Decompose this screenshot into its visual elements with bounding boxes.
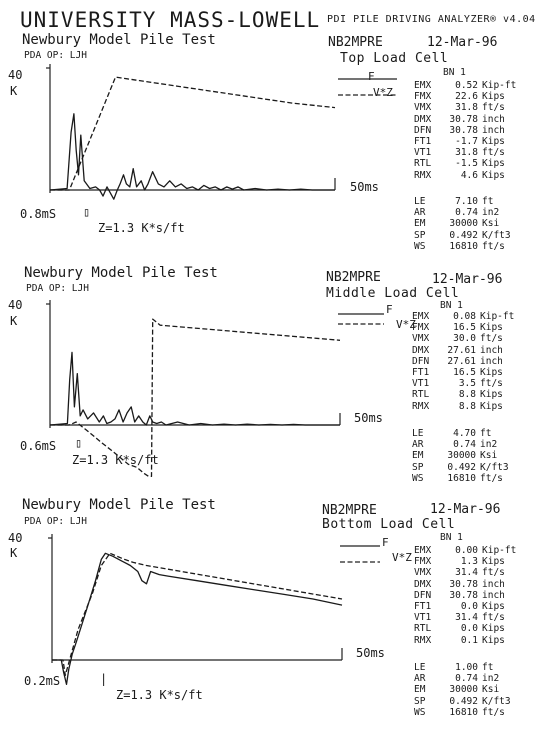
operator-label: PDA OP: LJH: [24, 516, 87, 527]
property-row: WS 16810 ft/s: [412, 472, 503, 484]
stat-row: VT1 3.5 ft/s: [412, 378, 503, 390]
panel-title: Newbury Model Pile Test: [24, 265, 218, 281]
y-axis-max-label: 40: [8, 298, 23, 312]
panel-title: Newbury Model Pile Test: [22, 497, 216, 513]
load-cell-location: Middle Load Cell: [326, 286, 460, 301]
property-row: AR 0.74 in2: [414, 673, 500, 685]
property-row: EM 30000 Ksi: [414, 218, 500, 230]
blow-number: BN 1: [443, 67, 466, 78]
property-row: EM 30000 Ksi: [412, 450, 498, 462]
test-date: 12-Mar-96: [430, 502, 501, 517]
load-cell-location: Top Load Cell: [340, 51, 449, 66]
chart-3: [48, 534, 380, 684]
panel-title: Newbury Model Pile Test: [22, 32, 216, 48]
legend-vz-label: V*Z: [396, 318, 416, 331]
property-row: EM 30000 Ksi: [414, 684, 500, 696]
blow-number: BN 1: [440, 300, 463, 311]
force-trace: [50, 114, 335, 199]
legend-f-label: F: [368, 70, 375, 83]
stat-row: FMX 22.6 Kips: [414, 91, 505, 103]
chart-2: [46, 300, 384, 476]
pile-id: NB2MPRE: [328, 35, 383, 50]
velocity-impedance-trace: [50, 77, 335, 190]
property-row: LE 1.00 ft: [414, 662, 494, 673]
blow-number: BN 1: [440, 532, 463, 543]
time-span-label: 50ms: [354, 411, 383, 425]
stat-row: DFN 27.61 inch: [412, 355, 503, 367]
pile-id: NB2MPRE: [326, 270, 381, 285]
time-marker-glyph: ▯: [83, 205, 91, 219]
property-row: AR 0.74 in2: [414, 207, 500, 219]
operator-label: PDA OP: LJH: [24, 50, 87, 61]
y-axis-unit: K: [10, 546, 18, 560]
stat-row: FMX 1.3 Kips: [414, 556, 505, 568]
impedance-scale: Z=1.3 K*s/ft: [72, 453, 159, 467]
pile-id: NB2MPRE: [322, 503, 377, 518]
velocity-impedance-trace: [52, 553, 342, 675]
y-axis-max-label: 40: [8, 531, 23, 545]
impedance-scale: Z=1.3 K*s/ft: [116, 688, 203, 702]
chart-1: [46, 64, 397, 199]
stat-row: VMX 30.0 ft/s: [412, 333, 503, 345]
stat-row: EMX 0.52 Kip-ft: [414, 80, 517, 91]
legend-f-label: F: [382, 536, 389, 549]
property-row: AR 0.74 in2: [412, 439, 498, 451]
y-axis-unit: K: [10, 84, 18, 98]
stat-row: DFN 30.78 inch: [414, 124, 505, 136]
stat-row: EMX 0.00 Kip-ft: [414, 545, 517, 556]
stat-row: DFN 30.78 inch: [414, 589, 505, 601]
test-date: 12-Mar-96: [427, 35, 498, 50]
property-row: WS 16810 ft/s: [414, 240, 505, 252]
legend-vz-label: V*Z: [373, 86, 393, 99]
stat-row: VMX 31.4 ft/s: [414, 567, 505, 579]
property-row: SP 0.492 K/ft3: [414, 229, 511, 241]
stat-row: FMX 16.5 Kips: [412, 322, 503, 334]
stat-row: RMX 4.6 Kips: [414, 169, 505, 181]
stat-row: EMX 0.08 Kip-ft: [412, 311, 515, 322]
stat-row: DMX 30.78 inch: [414, 113, 505, 125]
stat-row: RTL 8.8 Kips: [412, 389, 503, 401]
time-marker: 0.6mS: [20, 439, 57, 453]
y-axis-unit: K: [10, 314, 18, 328]
y-axis-max-label: 40: [8, 68, 23, 82]
time-span-label: 50ms: [350, 180, 379, 194]
time-marker-glyph: |: [100, 672, 108, 686]
stat-row: FT1 0.0 Kips: [414, 601, 505, 613]
analyzer-label: PDI PILE DRIVING ANALYZER® v4.04: [327, 14, 536, 25]
force-trace: [50, 352, 340, 425]
property-row: WS 16810 ft/s: [414, 706, 505, 718]
time-marker-glyph: ▯: [75, 436, 83, 450]
velocity-impedance-trace: [50, 319, 340, 476]
time-marker: 0.8mS: [20, 207, 57, 221]
test-date: 12-Mar-96: [432, 272, 503, 287]
stat-row: FT1 -1.7 Kips: [414, 136, 505, 148]
stat-row: RTL 0.0 Kips: [414, 623, 505, 635]
stat-row: VT1 31.4 ft/s: [414, 612, 505, 624]
stat-row: RMX 8.8 Kips: [412, 400, 503, 412]
stat-row: DMX 30.78 inch: [414, 578, 505, 590]
stat-row: VT1 31.8 ft/s: [414, 147, 505, 159]
operator-label: PDA OP: LJH: [26, 283, 89, 294]
property-row: LE 4.70 ft: [412, 428, 492, 439]
stat-row: FT1 16.5 Kips: [412, 367, 503, 379]
legend-vz-label: V*Z: [392, 551, 412, 564]
stat-row: RMX 0.1 Kips: [414, 634, 505, 646]
property-row: LE 7.10 ft: [414, 196, 494, 207]
stat-row: DMX 27.61 inch: [412, 344, 503, 356]
time-span-label: 50ms: [356, 646, 385, 660]
institution-title: UNIVERSITY MASS-LOWELL: [20, 8, 321, 32]
time-marker: 0.2mS: [24, 674, 61, 688]
property-row: SP 0.492 K/ft3: [412, 461, 509, 473]
stat-row: VMX 31.8 ft/s: [414, 102, 505, 114]
impedance-scale: Z=1.3 K*s/ft: [98, 221, 185, 235]
property-row: SP 0.492 K/ft3: [414, 695, 511, 707]
load-cell-location: Bottom Load Cell: [322, 517, 456, 532]
legend-f-label: F: [386, 303, 393, 316]
stat-row: RTL -1.5 Kips: [414, 158, 505, 170]
force-trace: [52, 553, 342, 684]
